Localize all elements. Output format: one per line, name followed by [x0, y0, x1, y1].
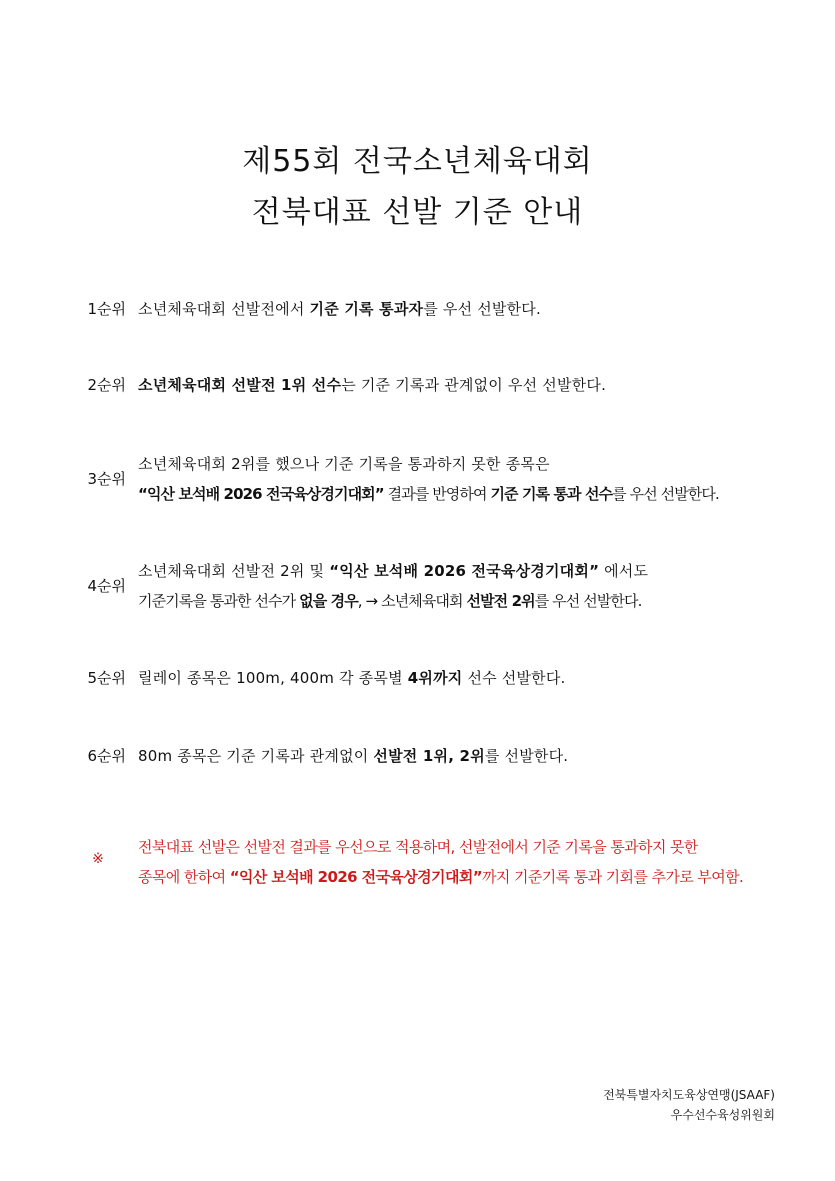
criterion-4-line-2 [138, 590, 758, 611]
criterion-6-line-1 [138, 745, 758, 766]
text-segment: 전북대표 선발은 선발전 결과를 우선으로 적용하며, 선발전에서 기준 기록을 통과하지 못한 [138, 838, 698, 856]
emphasis-text: 기준 기록 통과자 [309, 300, 424, 318]
text-segment: 릴레이 종목은 100m, 400m 각 종목별 [138, 669, 408, 687]
text-segment: 를 선발한다. [484, 747, 569, 765]
title-line-2: 전북대표 선발 기준 안내 [251, 195, 584, 230]
rank-label-4: 4순위 [87, 577, 126, 595]
rank-label-2: 2순위 [87, 376, 126, 394]
criterion-5-line-1 [138, 667, 758, 688]
text-segment: 까지 기준기록 통과 기회를 추가로 부여함. [482, 868, 744, 886]
text-segment: 소년체육대회 선발전 2위 및 [138, 562, 330, 580]
footer-organization: 전북특별자치도육상연맹(JSAAF) [603, 1088, 775, 1102]
criterion-3-line-2 [138, 483, 758, 504]
title-line-1: 제55회 전국소년체육대회 [242, 144, 593, 179]
emphasis-text: 선발전 1위, 2위 [373, 747, 485, 765]
text-segment: 80m 종목은 기준 기록과 관계없이 [138, 747, 374, 765]
rank-label-5: 5순위 [87, 669, 126, 687]
criterion-1-line-1 [138, 298, 758, 319]
emphasis-text: “익산 보석배 2026 전국육상경기대회” [138, 485, 384, 503]
text-segment: 를 우선 선발한다. [423, 300, 541, 318]
text-segment: 소년체육대회 선발전에서 [138, 300, 310, 318]
emphasis-text: 선발전 2위 [466, 592, 535, 610]
rank-label-1: 1순위 [87, 300, 126, 318]
emphasis-text: “익산 보석배 2026 전국육상경기대회” [329, 562, 600, 580]
text-segment: , → 소년체육대회 [357, 592, 467, 610]
text-segment: 결과를 반영하여 [383, 485, 491, 503]
emphasis-text: 없을 경우 [299, 592, 358, 610]
text-segment: 기준기록을 통과한 선수가 [138, 592, 300, 610]
criterion-3-line-1 [138, 453, 758, 474]
text-segment: 는 기준 기록과 관계없이 우선 선발한다. [341, 376, 607, 394]
text-segment: 선수 선발한다. [462, 669, 566, 687]
criterion-4-line-1 [138, 560, 758, 581]
note-line-1 [138, 836, 758, 857]
text-segment: 를 우선 선발한다. [534, 592, 642, 610]
emphasis-text: 기준 기록 통과 선수 [490, 485, 613, 503]
note-line-2 [138, 866, 758, 887]
text-segment: 에서도 [599, 562, 649, 580]
criterion-2-line-1 [138, 374, 758, 395]
reference-mark-icon: ※ [92, 851, 104, 867]
emphasis-text: 소년체육대회 선발전 1위 선수 [138, 376, 342, 394]
rank-label-6: 6순위 [87, 747, 126, 765]
text-segment: 소년체육대회 2위를 했으나 기준 기록을 통과하지 못한 종목은 [138, 455, 550, 473]
emphasis-text: 4위까지 [407, 669, 463, 687]
rank-label-3: 3순위 [87, 470, 126, 488]
footer-committee: 우수선수육성위원회 [670, 1108, 775, 1122]
text-segment: 를 우선 선발한다. [612, 485, 719, 503]
emphasis-text: “익산 보석배 2026 전국육상경기대회” [229, 868, 482, 886]
text-segment: 종목에 한하여 [138, 868, 230, 886]
